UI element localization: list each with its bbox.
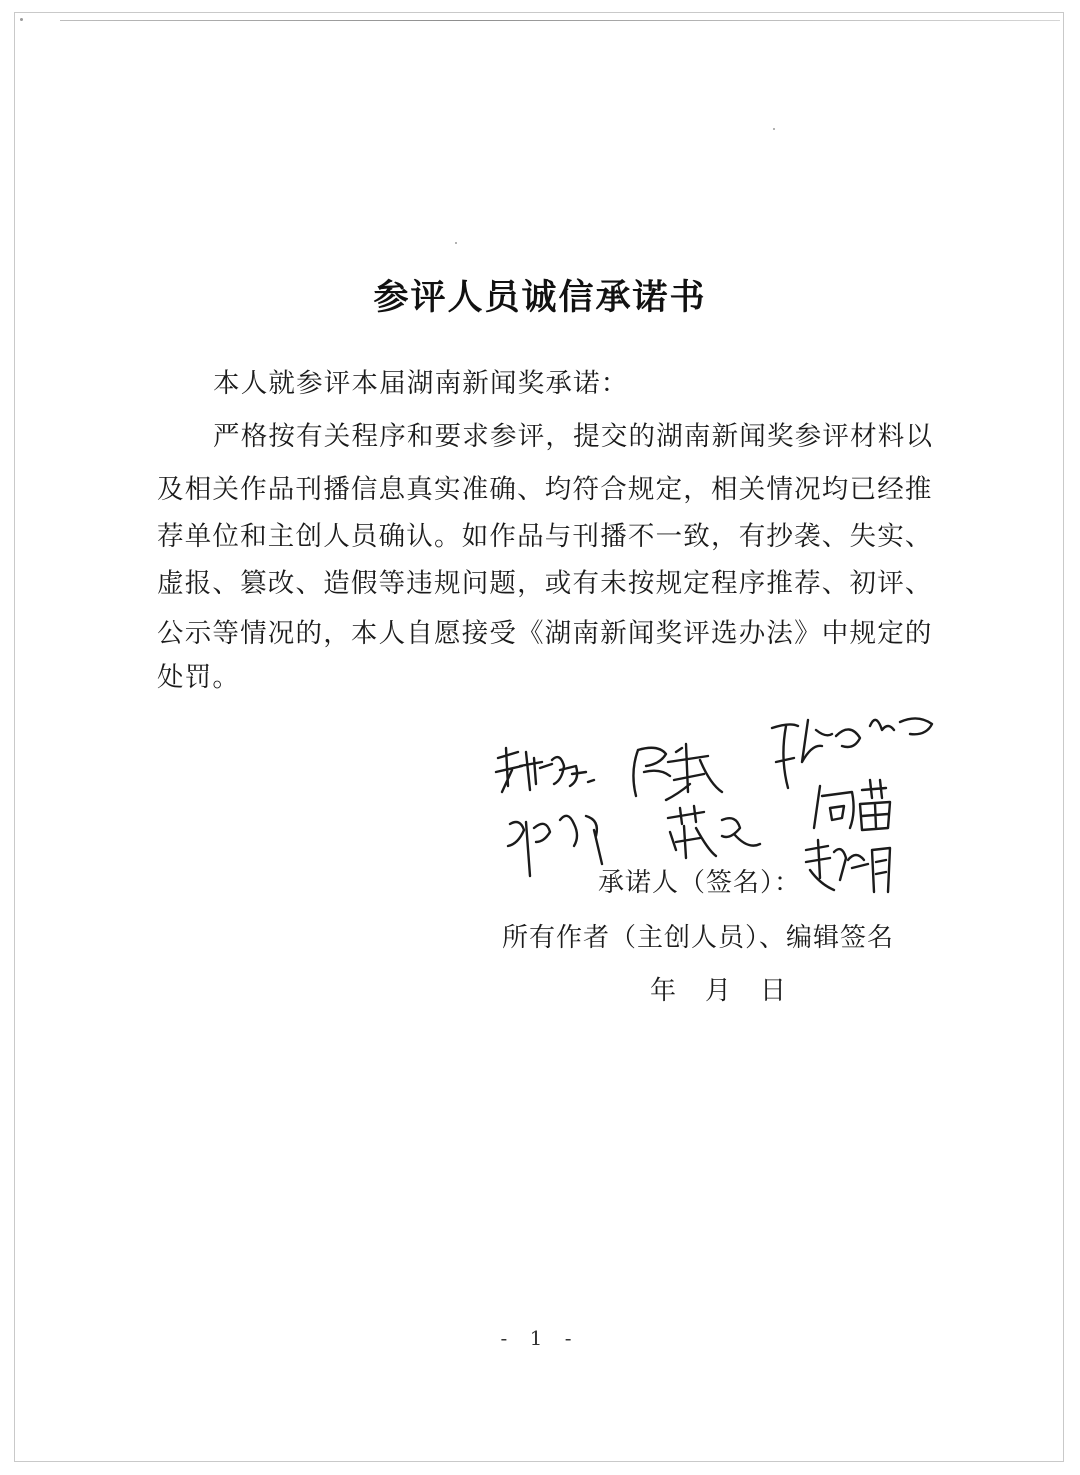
scan-speck xyxy=(455,242,457,244)
signature-3 xyxy=(772,718,932,788)
body-line-5: 虚报、篡改、造假等违规问题，或有未按规定程序推荐、初评、 xyxy=(157,568,933,599)
body-line-1: 本人就参评本届湖南新闻奖承诺： xyxy=(213,368,629,399)
body-line-2: 严格按有关程序和要求参评，提交的湖南新闻奖参评材料以 xyxy=(213,421,934,452)
signature-5 xyxy=(508,816,602,876)
date-month-label: 月 xyxy=(705,976,732,1006)
scan-speck xyxy=(773,128,775,130)
scan-edge-line xyxy=(60,20,1060,21)
authors-signature-label: 所有作者（主创人员）、编辑签名 xyxy=(502,923,895,953)
signature-1 xyxy=(496,748,594,792)
signature-6 xyxy=(668,806,760,858)
signature-4 xyxy=(814,780,890,830)
date-day-label: 日 xyxy=(760,976,787,1006)
date-year-label: 年 xyxy=(650,976,677,1006)
signature-2 xyxy=(633,744,722,800)
body-line-3: 及相关作品刊播信息真实准确、均符合规定，相关情况均已经推 xyxy=(157,474,933,505)
body-line-6: 公示等情况的，本人自愿接受《湖南新闻奖评选办法》中规定的 xyxy=(157,618,933,649)
scan-speck xyxy=(20,18,23,21)
body-line-7: 处罚。 xyxy=(157,662,241,693)
pledger-signature-label: 承诺人（签名）： xyxy=(598,868,802,898)
page-number: - 1 - xyxy=(500,1326,580,1350)
signature-7 xyxy=(806,840,890,892)
body-line-4: 荐单位和主创人员确认。如作品与刊播不一致，有抄袭、失实、 xyxy=(157,521,933,552)
document-title: 参评人员诚信承诺书 xyxy=(373,278,707,318)
